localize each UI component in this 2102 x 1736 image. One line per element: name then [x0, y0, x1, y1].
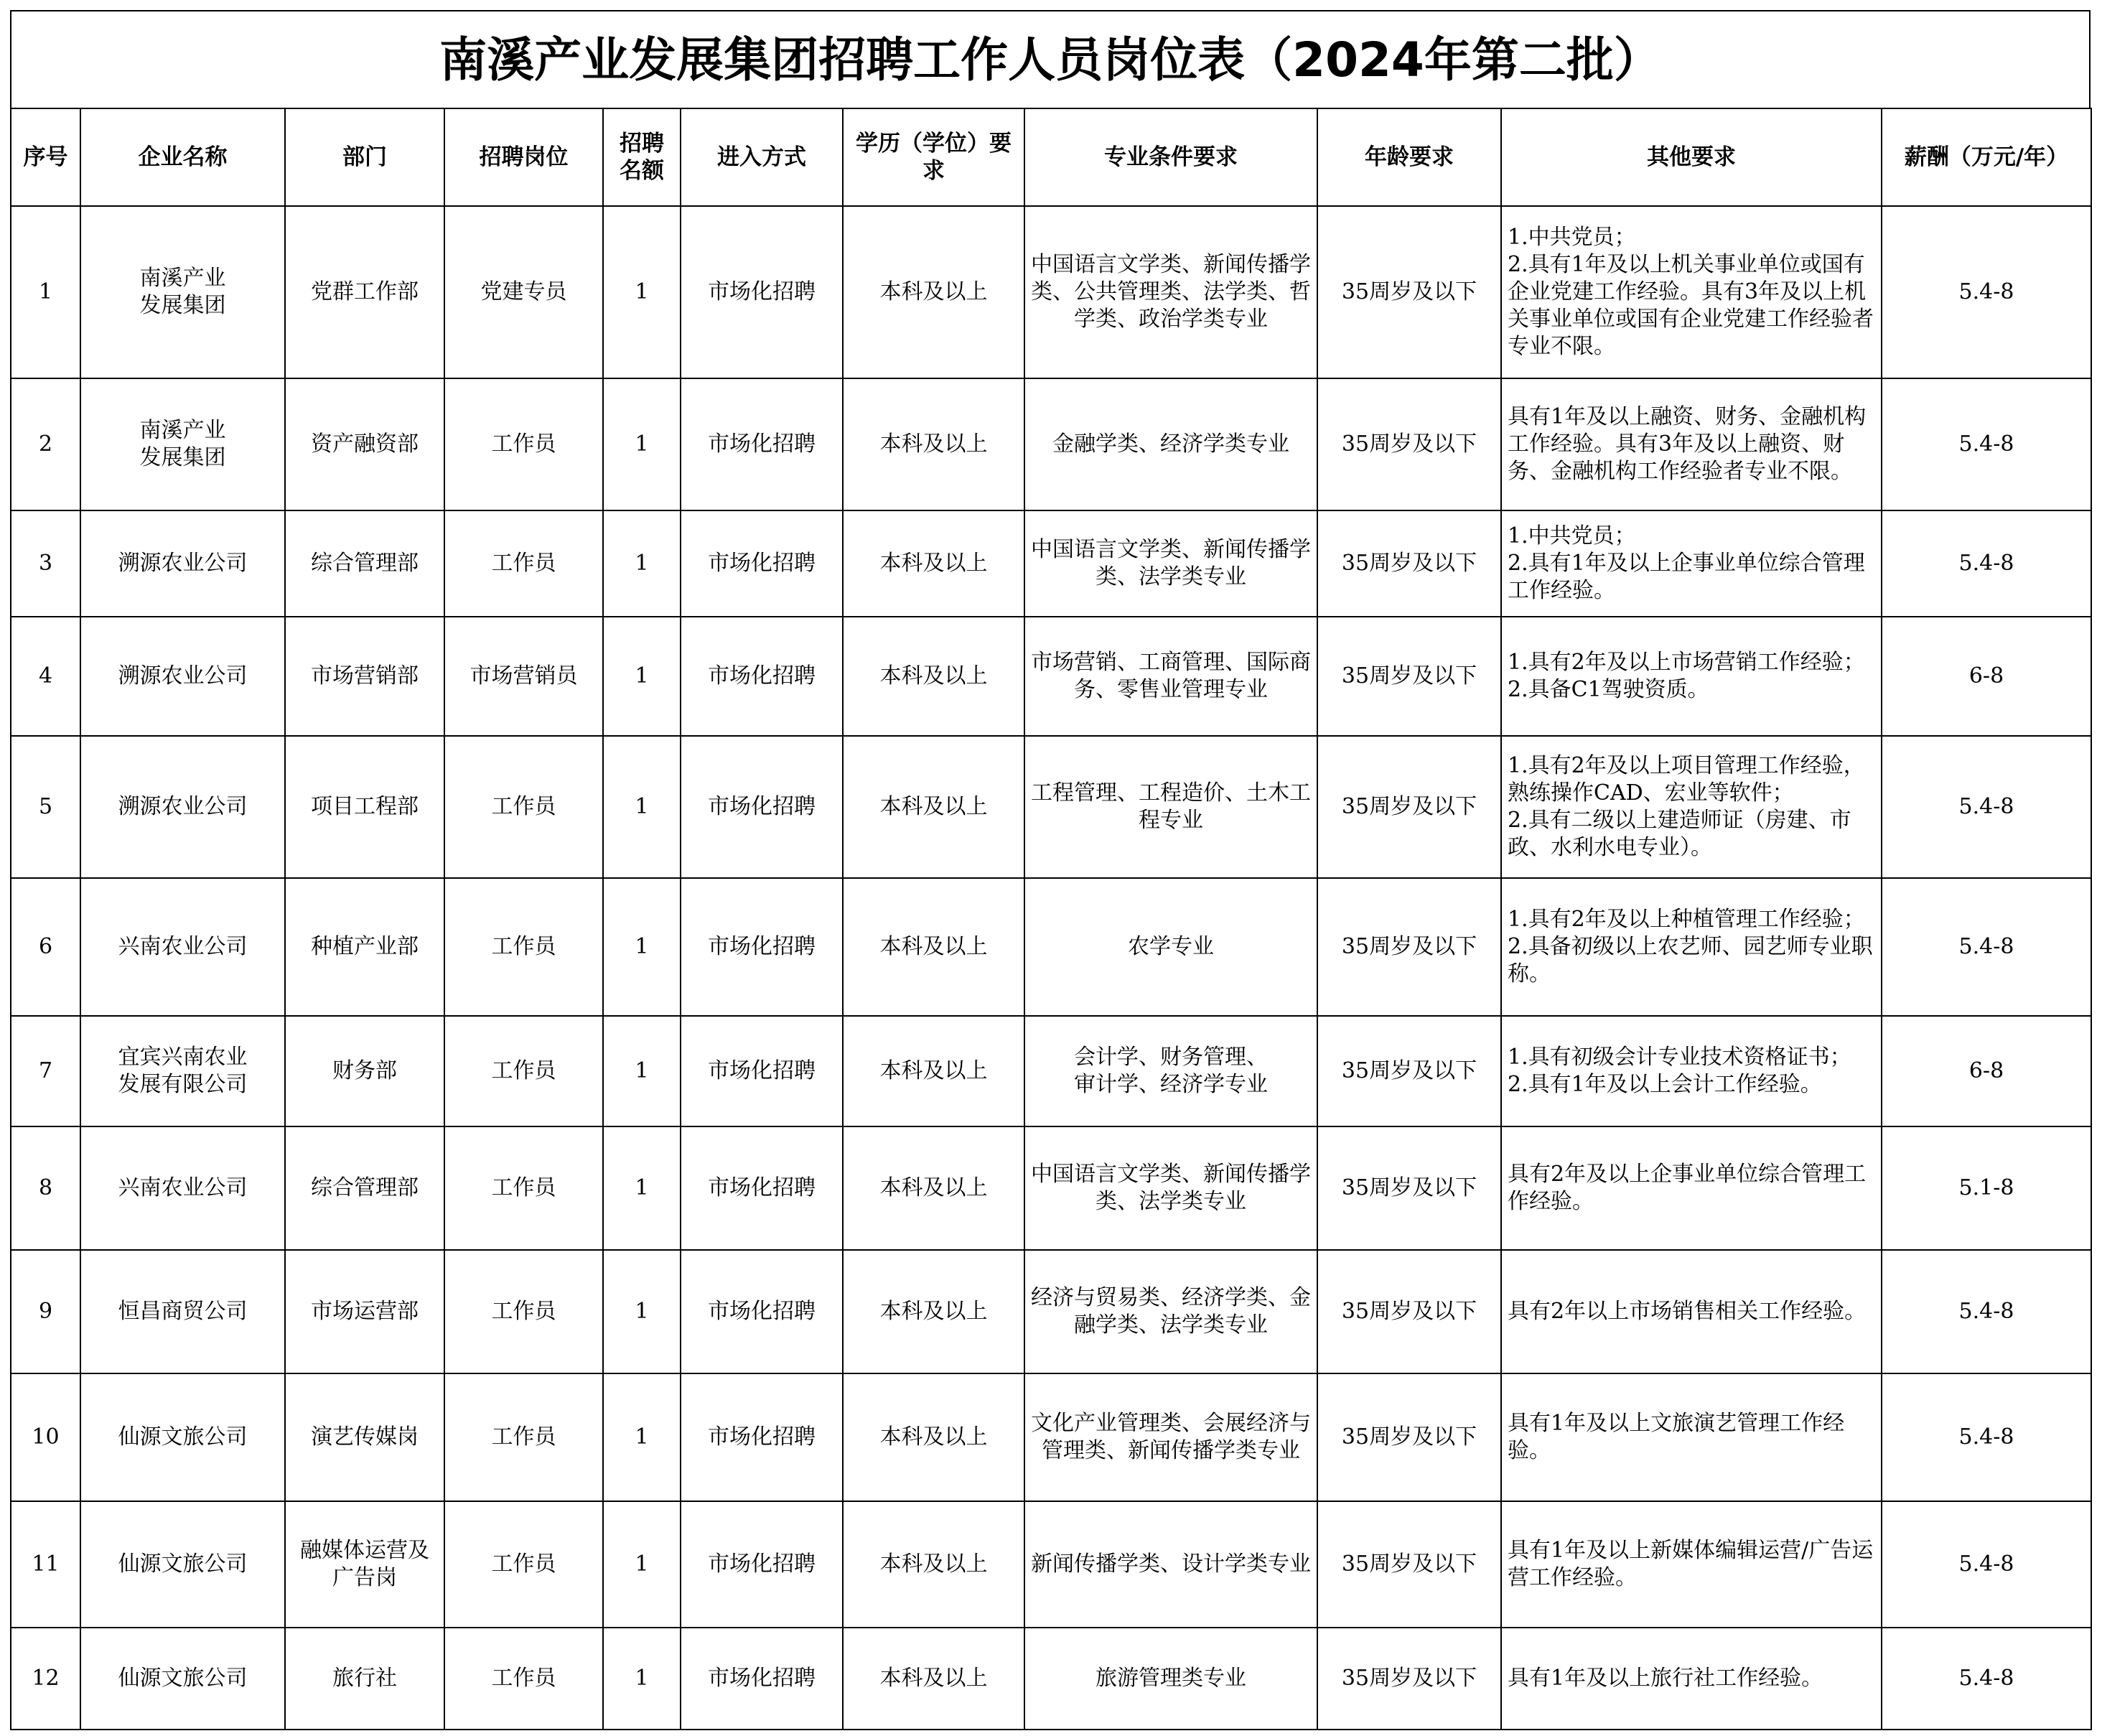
- cell-position: 工作员: [444, 1016, 603, 1126]
- table-row: [11, 1016, 2091, 1126]
- cell-company: 恒昌商贸公司: [80, 1250, 285, 1373]
- column-header: 年龄要求: [1317, 108, 1501, 206]
- cell-method: 市场化招聘: [681, 736, 843, 878]
- cell-age: 35周岁及以下: [1317, 1126, 1501, 1250]
- table-row: [11, 1250, 2091, 1373]
- cell-company: 仙源文旅公司: [80, 1501, 285, 1628]
- table-row: [11, 1628, 2091, 1730]
- cell-company: 仙源文旅公司: [80, 1373, 285, 1501]
- column-header: 其他要求: [1501, 108, 1882, 206]
- cell-age: 35周岁及以下: [1317, 736, 1501, 878]
- table-row: [11, 378, 2091, 510]
- cell-major: 市场营销、工商管理、国际商务、零售业管理专业: [1024, 617, 1317, 736]
- cell-major: 文化产业管理类、会展经济与管理类、新闻传播学类专业: [1024, 1373, 1317, 1501]
- cell-company: 溯源农业公司: [80, 736, 285, 878]
- cell-age: 35周岁及以下: [1317, 878, 1501, 1016]
- cell-company: 兴南农业公司: [80, 1126, 285, 1250]
- cell-method: 市场化招聘: [681, 1126, 843, 1250]
- cell-company: 溯源农业公司: [80, 617, 285, 736]
- cell-method: 市场化招聘: [681, 206, 843, 378]
- page-title: 南溪产业发展集团招聘工作人员岗位表（2024年第二批）: [10, 10, 2091, 108]
- cell-edu: 本科及以上: [843, 510, 1024, 617]
- cell-other: 具有2年及以上企事业单位综合管理工作经验。: [1501, 1126, 1882, 1250]
- cell-quota: 1: [603, 378, 681, 510]
- cell-no: 6: [11, 878, 80, 1016]
- cell-method: 市场化招聘: [681, 878, 843, 1016]
- cell-position: 工作员: [444, 1250, 603, 1373]
- cell-salary: 5.4-8: [1882, 1250, 2091, 1373]
- cell-position: 工作员: [444, 1373, 603, 1501]
- cell-age: 35周岁及以下: [1317, 1628, 1501, 1730]
- cell-method: 市场化招聘: [681, 1016, 843, 1126]
- cell-no: 4: [11, 617, 80, 736]
- cell-other: 1.具有2年及以上市场营销工作经验； 2.具备C1驾驶资质。: [1501, 617, 1882, 736]
- cell-edu: 本科及以上: [843, 1373, 1024, 1501]
- table-row: [11, 510, 2091, 617]
- cell-edu: 本科及以上: [843, 1628, 1024, 1730]
- cell-edu: 本科及以上: [843, 1501, 1024, 1628]
- cell-other: 具有1年及以上旅行社工作经验。: [1501, 1628, 1882, 1730]
- cell-quota: 1: [603, 206, 681, 378]
- cell-other: 1.中共党员； 2.具有1年及以上企事业单位综合管理工作经验。: [1501, 510, 1882, 617]
- cell-edu: 本科及以上: [843, 378, 1024, 510]
- cell-salary: 5.4-8: [1882, 1373, 2091, 1501]
- cell-dept: 财务部: [285, 1016, 444, 1126]
- cell-dept: 演艺传媒岗: [285, 1373, 444, 1501]
- cell-salary: 5.1-8: [1882, 1126, 2091, 1250]
- cell-salary: 5.4-8: [1882, 206, 2091, 378]
- column-header: 企业名称: [80, 108, 285, 206]
- cell-salary: 5.4-8: [1882, 510, 2091, 617]
- cell-position: 工作员: [444, 736, 603, 878]
- cell-no: 7: [11, 1016, 80, 1126]
- cell-major: 经济与贸易类、经济学类、金融学类、法学类专业: [1024, 1250, 1317, 1373]
- table-row: [11, 736, 2091, 878]
- cell-company: 宜宾兴南农业 发展有限公司: [80, 1016, 285, 1126]
- cell-position: 工作员: [444, 1628, 603, 1730]
- cell-quota: 1: [603, 617, 681, 736]
- cell-method: 市场化招聘: [681, 1501, 843, 1628]
- cell-dept: 市场运营部: [285, 1250, 444, 1373]
- cell-dept: 市场营销部: [285, 617, 444, 736]
- cell-position: 市场营销员: [444, 617, 603, 736]
- cell-company: 南溪产业 发展集团: [80, 378, 285, 510]
- cell-salary: 5.4-8: [1882, 1501, 2091, 1628]
- cell-position: 工作员: [444, 878, 603, 1016]
- cell-salary: 6-8: [1882, 1016, 2091, 1126]
- cell-major: 农学专业: [1024, 878, 1317, 1016]
- cell-edu: 本科及以上: [843, 1016, 1024, 1126]
- cell-no: 9: [11, 1250, 80, 1373]
- cell-quota: 1: [603, 1016, 681, 1126]
- cell-salary: 5.4-8: [1882, 378, 2091, 510]
- cell-no: 12: [11, 1628, 80, 1730]
- cell-quota: 1: [603, 736, 681, 878]
- cell-method: 市场化招聘: [681, 510, 843, 617]
- cell-method: 市场化招聘: [681, 1373, 843, 1501]
- cell-salary: 5.4-8: [1882, 1628, 2091, 1730]
- cell-no: 1: [11, 206, 80, 378]
- cell-major: 会计学、财务管理、 审计学、经济学专业: [1024, 1016, 1317, 1126]
- cell-no: 3: [11, 510, 80, 617]
- cell-method: 市场化招聘: [681, 1628, 843, 1730]
- cell-quota: 1: [603, 1501, 681, 1628]
- cell-no: 2: [11, 378, 80, 510]
- cell-age: 35周岁及以下: [1317, 617, 1501, 736]
- column-header: 招聘岗位: [444, 108, 603, 206]
- cell-edu: 本科及以上: [843, 878, 1024, 1016]
- table-row: [11, 617, 2091, 736]
- cell-major: 金融学类、经济学类专业: [1024, 378, 1317, 510]
- cell-other: 具有1年及以上融资、财务、金融机构工作经验。具有3年及以上融资、财务、金融机构工作经验者专业不限。: [1501, 378, 1882, 510]
- cell-age: 35周岁及以下: [1317, 1250, 1501, 1373]
- table-row: [11, 1126, 2091, 1250]
- cell-salary: 5.4-8: [1882, 878, 2091, 1016]
- cell-age: 35周岁及以下: [1317, 1373, 1501, 1501]
- cell-other: 1.中共党员； 2.具有1年及以上机关事业单位或国有企业党建工作经验。具有3年及以上机关事业单位或国有企业党建工作经验者专业不限。: [1501, 206, 1882, 378]
- cell-dept: 融媒体运营及广告岗: [285, 1501, 444, 1628]
- cell-no: 10: [11, 1373, 80, 1501]
- cell-position: 党建专员: [444, 206, 603, 378]
- cell-edu: 本科及以上: [843, 617, 1024, 736]
- column-header: 部门: [285, 108, 444, 206]
- cell-major: 中国语言文学类、新闻传播学类、法学类专业: [1024, 1126, 1317, 1250]
- cell-method: 市场化招聘: [681, 617, 843, 736]
- cell-position: 工作员: [444, 510, 603, 617]
- cell-dept: 党群工作部: [285, 206, 444, 378]
- column-header: 学历（学位）要求: [843, 108, 1024, 206]
- cell-other: 1.具有2年及以上项目管理工作经验，熟练操作CAD、宏业等软件； 2.具有二级以上建造师证（房建、市政、水利水电专业）。: [1501, 736, 1882, 878]
- positions-table: [10, 108, 2092, 1730]
- cell-quota: 1: [603, 1126, 681, 1250]
- cell-edu: 本科及以上: [843, 736, 1024, 878]
- column-header: 进入方式: [681, 108, 843, 206]
- cell-company: 南溪产业 发展集团: [80, 206, 285, 378]
- cell-method: 市场化招聘: [681, 378, 843, 510]
- column-header: 专业条件要求: [1024, 108, 1317, 206]
- cell-age: 35周岁及以下: [1317, 206, 1501, 378]
- cell-dept: 项目工程部: [285, 736, 444, 878]
- cell-no: 8: [11, 1126, 80, 1250]
- column-header: 招聘名额: [603, 108, 681, 206]
- cell-major: 工程管理、工程造价、土木工程专业: [1024, 736, 1317, 878]
- column-header: 薪酬（万元/年）: [1882, 108, 2091, 206]
- cell-method: 市场化招聘: [681, 1250, 843, 1373]
- table-row: [11, 1373, 2091, 1501]
- cell-position: 工作员: [444, 378, 603, 510]
- cell-quota: 1: [603, 1250, 681, 1373]
- cell-dept: 综合管理部: [285, 1126, 444, 1250]
- cell-dept: 资产融资部: [285, 378, 444, 510]
- cell-dept: 综合管理部: [285, 510, 444, 617]
- cell-position: 工作员: [444, 1501, 603, 1628]
- cell-other: 具有1年及以上新媒体编辑运营/广告运营工作经验。: [1501, 1501, 1882, 1628]
- cell-quota: 1: [603, 878, 681, 1016]
- cell-major: 旅游管理类专业: [1024, 1628, 1317, 1730]
- cell-company: 仙源文旅公司: [80, 1628, 285, 1730]
- cell-edu: 本科及以上: [843, 1250, 1024, 1373]
- cell-company: 溯源农业公司: [80, 510, 285, 617]
- recruitment-sheet: [10, 10, 2091, 1725]
- cell-company: 兴南农业公司: [80, 878, 285, 1016]
- table-row: [11, 206, 2091, 378]
- cell-dept: 种植产业部: [285, 878, 444, 1016]
- cell-other: 1.具有2年及以上种植管理工作经验； 2.具备初级以上农艺师、园艺师专业职称。: [1501, 878, 1882, 1016]
- table-row: [11, 878, 2091, 1016]
- cell-edu: 本科及以上: [843, 206, 1024, 378]
- table-header-row: [11, 108, 2091, 206]
- column-header: 序号: [11, 108, 80, 206]
- cell-age: 35周岁及以下: [1317, 1016, 1501, 1126]
- cell-major: 中国语言文学类、新闻传播学类、公共管理类、法学类、哲学类、政治学类专业: [1024, 206, 1317, 378]
- cell-dept: 旅行社: [285, 1628, 444, 1730]
- cell-no: 5: [11, 736, 80, 878]
- cell-age: 35周岁及以下: [1317, 1501, 1501, 1628]
- cell-age: 35周岁及以下: [1317, 510, 1501, 617]
- cell-major: 新闻传播学类、设计学类专业: [1024, 1501, 1317, 1628]
- cell-other: 具有1年及以上文旅演艺管理工作经验。: [1501, 1373, 1882, 1501]
- cell-other: 具有2年以上市场销售相关工作经验。: [1501, 1250, 1882, 1373]
- cell-salary: 6-8: [1882, 617, 2091, 736]
- cell-quota: 1: [603, 1628, 681, 1730]
- cell-edu: 本科及以上: [843, 1126, 1024, 1250]
- cell-quota: 1: [603, 510, 681, 617]
- cell-major: 中国语言文学类、新闻传播学类、法学类专业: [1024, 510, 1317, 617]
- cell-quota: 1: [603, 1373, 681, 1501]
- cell-position: 工作员: [444, 1126, 603, 1250]
- cell-salary: 5.4-8: [1882, 736, 2091, 878]
- cell-other: 1.具有初级会计专业技术资格证书； 2.具有1年及以上会计工作经验。: [1501, 1016, 1882, 1126]
- cell-no: 11: [11, 1501, 80, 1628]
- cell-age: 35周岁及以下: [1317, 378, 1501, 510]
- table-row: [11, 1501, 2091, 1628]
